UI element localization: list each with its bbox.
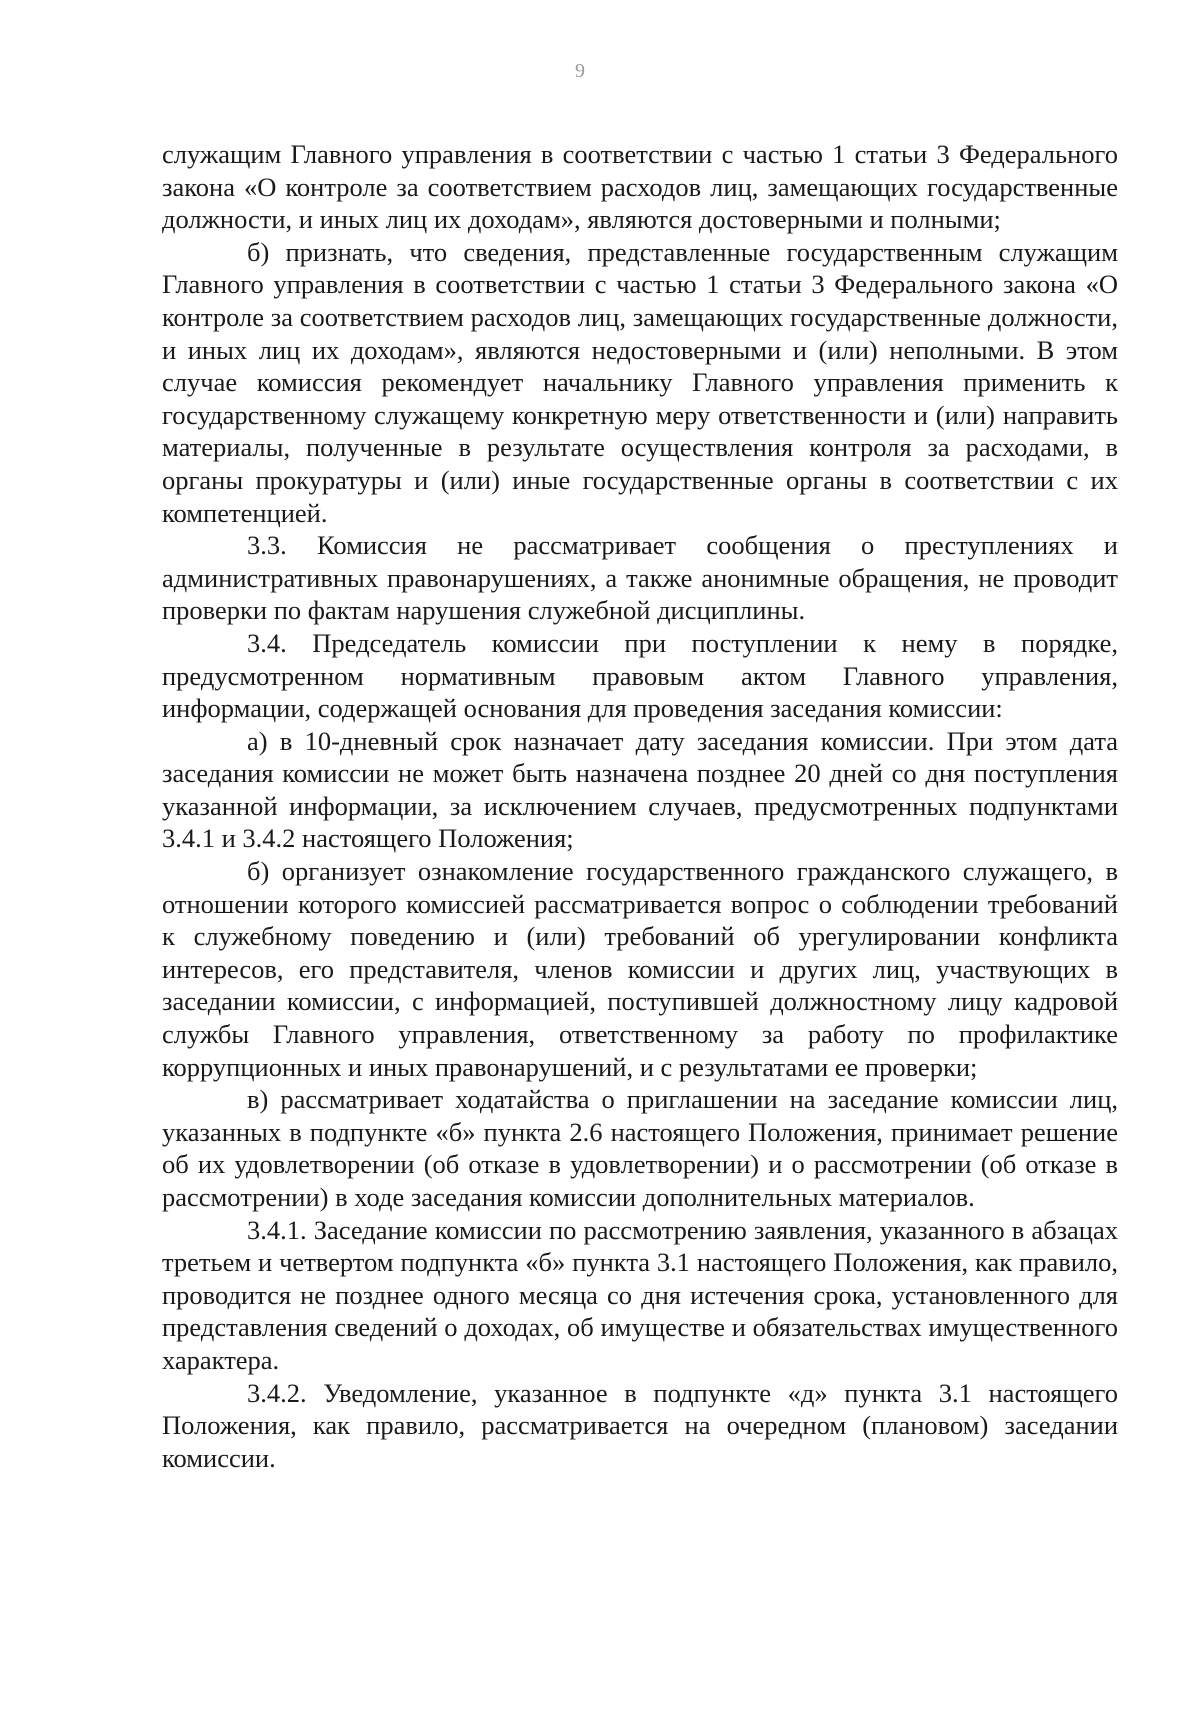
paragraph-subitem-b: б) признать, что сведения, представленные государственным служащим Главного управления в соответствии с частью 1 статьи 3 Федерального закона «О контроле за соответствием расходов лиц, замещающих государственные должности, и иных лиц их доходам», являются недостоверными и (или) неполными. В этом случае комиссия рекомендует начальнику Главного управления применить к государственному служащему конкретную меру ответственности и (или) направить материалы, полученные в результате осуществления контроля за расходами, в органы прокуратуры и (или) иные государственные органы в соответствии с их компетенцией. xyxy=(162,236,1118,528)
paragraph-3-4-v: в) рассматривает ходатайства о приглашении на заседание комиссии лиц, указанных в подпункте «б» пункта 2.6 настоящего Положения, принимает решение об их удовлетворении (об отказе в удовлетворении) и о рассмотрении (об отказе в рассмотрении) в ходе заседания комиссии дополнительных материалов. xyxy=(162,1084,1118,1212)
paragraph-3-4-1: 3.4.1. Заседание комиссии по рассмотрению заявления, указанного в абзацах третьем и четвертом подпункта «б» пункта 3.1 настоящего Положения, как правило, проводится не позднее одного месяца со дня истечения срока, установленного для представления сведений о доходах, об имуществе и обязательствах имущественного характера. xyxy=(162,1214,1118,1375)
paragraph-3-3: 3.3. Комиссия не рассматривает сообщения о преступлениях и административных правонарушениях, а также анонимные обращения, не проводит проверки по фактам нарушения служебной дисциплины. xyxy=(162,530,1118,626)
paragraph-continuation: служащим Главного управления в соответствии с частью 1 статьи 3 Федерального закона «О контроле за соответствием расходов лиц, замещающих государственные должности, и иных лиц их доходам», являются достоверными и полными; xyxy=(162,139,1118,235)
paragraph-3-4-a: а) в 10-дневный срок назначает дату заседания комиссии. При этом дата заседания комиссии не может быть назначена позднее 20 дней со дня поступления указанной информации, за исключением случаев, предусмотренных подпунктами 3.4.1 и 3.4.2 настоящего Положения; xyxy=(162,725,1118,854)
paragraph-3-4-b: б) организует ознакомление государственного гражданского служащего, в отношении которого комиссией рассматривается вопрос о соблюдении требований к служебному поведению и (или) требований об урегулировании конфликта интересов, его представителя, членов комиссии и других лиц, участвующих в заседании комиссии, с информацией, поступившей должностному лицу кадровой службы Главного управления, ответственному за работу по профилактике коррупционных и иных правонарушений, и с результатами ее проверки; xyxy=(162,856,1118,1082)
paragraph-3-4-2: 3.4.2. Уведомление, указанное в подпункте «д» пункта 3.1 настоящего Положения, как правило, рассматривается на очередном (плановом) заседании комиссии. xyxy=(162,1377,1118,1473)
page-number: 9 xyxy=(575,60,585,82)
document-body xyxy=(162,138,1118,1474)
paragraph-3-4: 3.4. Председатель комиссии при поступлении к нему в порядке, предусмотренном нормативным правовым актом Главного управления, информации, содержащей основания для проведения заседания комиссии: xyxy=(162,627,1118,724)
